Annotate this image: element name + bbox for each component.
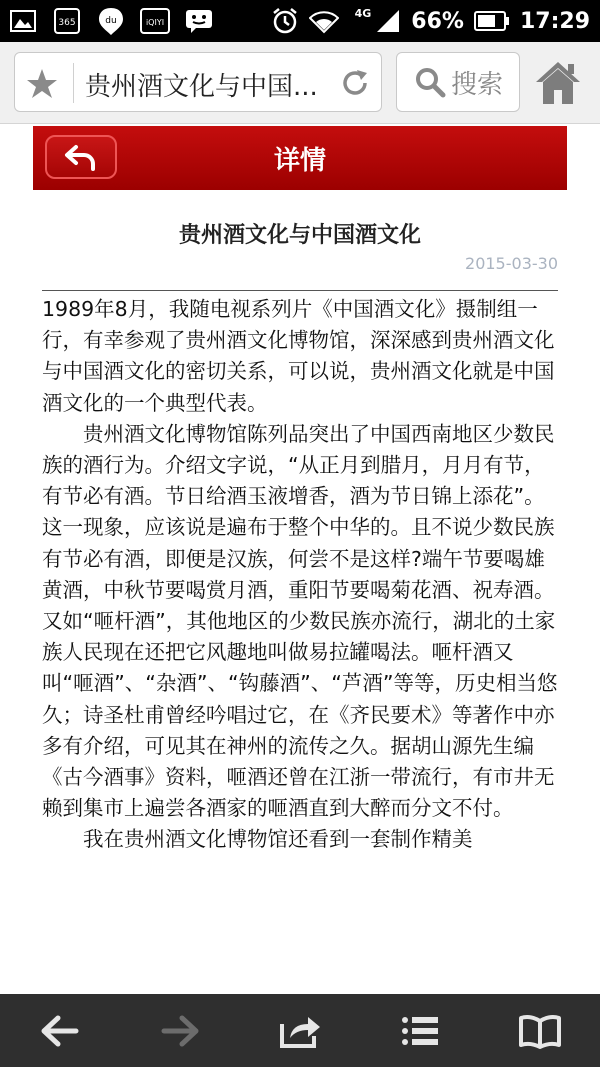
message-icon <box>184 6 214 36</box>
divider <box>42 290 558 291</box>
network-type: 4G <box>354 6 372 20</box>
bottom-navigation <box>0 994 600 1067</box>
app-365-icon <box>52 6 82 36</box>
address-bar[interactable] <box>14 52 382 112</box>
paragraph: 我在贵州酒文化博物馆还看到一套制作精美 <box>83 827 473 852</box>
url-divider <box>73 63 74 103</box>
home-icon[interactable] <box>534 60 582 106</box>
svg-text:iQIYI: iQIYI <box>145 18 165 27</box>
menu-icon[interactable] <box>390 1006 450 1056</box>
search-button[interactable] <box>396 52 520 112</box>
page-title-url[interactable]: 贵州酒文化与中国... <box>85 72 318 102</box>
notification-icons <box>8 6 214 36</box>
browser-toolbar <box>0 42 600 124</box>
share-icon[interactable] <box>270 1006 330 1056</box>
forward-arrow-icon[interactable] <box>150 1006 210 1056</box>
status-right <box>271 0 590 42</box>
article-title: 贵州酒文化与中国酒文化 <box>178 223 421 248</box>
baidu-du-icon <box>96 6 126 36</box>
battery-icon <box>474 10 510 32</box>
article-date: 2015-03-30 <box>465 254 558 273</box>
back-arrow-icon[interactable] <box>30 1006 90 1056</box>
svg-text:du: du <box>105 16 117 26</box>
wifi-icon <box>309 8 339 34</box>
bookmarks-icon[interactable] <box>510 1006 570 1056</box>
status-bar <box>0 0 600 42</box>
gallery-icon <box>8 6 38 36</box>
clock: 17:29 <box>519 8 590 34</box>
alarm-icon <box>271 7 299 35</box>
battery-percent: 66% <box>411 8 464 34</box>
paragraph: 贵州酒文化博物馆陈列品突出了中国西南地区少数民族的酒行为。介绍文字说，“从正月到腊月，月月有节，有节必有酒。节日给酒玉液增香，酒为节日锦上添花”。这一现象，应该说是遍布于整个中华的。且不说少数民族有节必有酒，即便是汉族，何尝不是这样?端午节要喝雄黄酒，中秋节要喝赏月酒，重阳节要喝菊花酒、祝寿酒。又如“咂杆酒”，其他地区的少数民族亦流行，湖北的土家族人民现在还把它风趣地叫做易拉罐喝法。咂杆酒又叫“咂酒”、“杂酒”、“钩藤酒”、“芦酒”等等，历史相当悠久；诗圣杜甫曾经吟唱过它，在《齐民要术》等著作中亦多有介绍，可见其在神州的流传之久。据胡山源先生编《古今酒事》资料，咂酒还曾在江浙一带流行，有市井无赖到集市上遍尝各酒家的咂酒直到大醉而分文不付。 <box>42 421 558 821</box>
search-label: 搜索 <box>450 69 503 100</box>
page-header <box>33 126 567 190</box>
refresh-icon[interactable] <box>339 67 371 99</box>
search-icon <box>413 65 447 99</box>
header-title: 详情 <box>273 146 326 176</box>
star-icon[interactable] <box>25 67 59 101</box>
article-body <box>42 294 558 856</box>
svg-text:365: 365 <box>58 18 76 28</box>
signal-icon <box>375 8 401 34</box>
iqiyi-icon <box>140 6 170 36</box>
paragraph: 1989年8月，我随电视系列片《中国酒文化》摄制组一行，有幸参观了贵州酒文化博物馆，深深感到贵州酒文化与中国酒文化的密切关系，可以说，贵州酒文化就是中国酒文化的一个典型代表。 <box>42 297 555 415</box>
